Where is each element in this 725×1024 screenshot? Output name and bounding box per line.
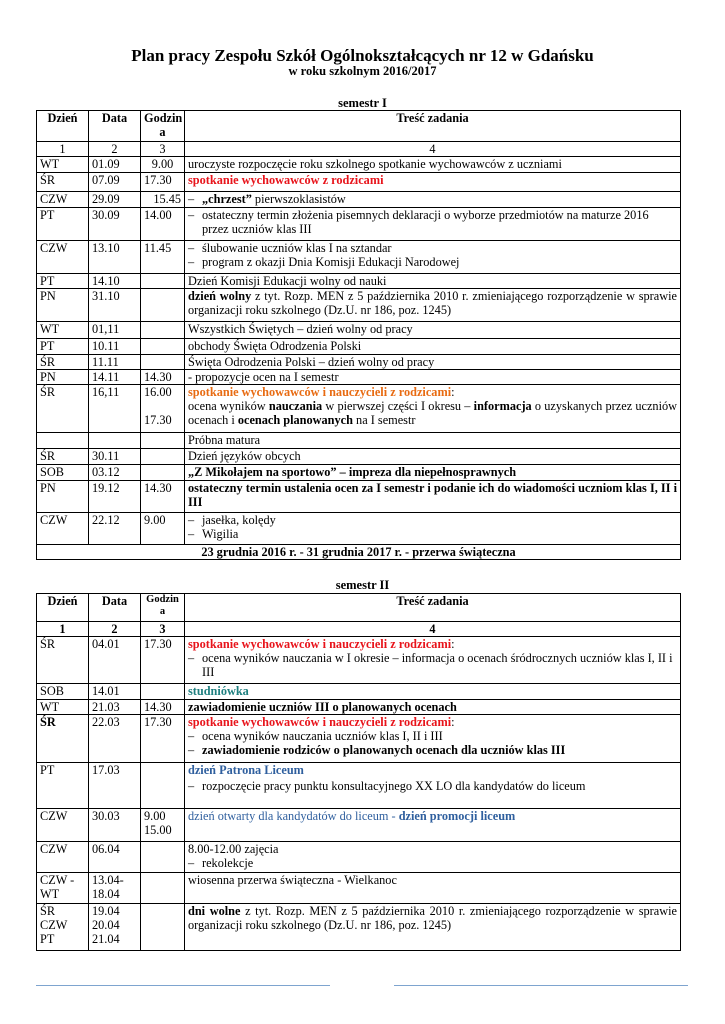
list-item: zawiadomienie rodziców o planowanych ocenach dla uczniów klas III: [202, 743, 566, 757]
row-date: 11.11: [89, 355, 141, 370]
row-text: zawiadomienie uczniów III o planowanych ocenach: [185, 700, 681, 715]
dash-marker: –: [188, 527, 195, 541]
header-date: Data: [89, 594, 141, 622]
row-day: ŚR: [37, 449, 89, 465]
row-date: 06.04: [89, 842, 141, 873]
row-day: CZW: [37, 241, 89, 274]
row-day: PN: [37, 289, 89, 322]
list-item: program z okazji Dnia Komisji Edukacji Narodowej: [202, 255, 460, 269]
row-hour: 14.30: [141, 700, 185, 715]
row-text: 8.00-12.00 zajęcia: [188, 842, 279, 856]
header-date: Data: [89, 111, 141, 142]
dash-marker: –: [188, 743, 195, 757]
row-date: 01,11: [89, 322, 141, 339]
row-content: [185, 763, 681, 809]
table-row: [37, 385, 681, 433]
row-hour: 9.00: [141, 513, 185, 545]
footer-divider-right: [394, 985, 688, 986]
page-subtitle: w roku szkolnym 2016/2017: [288, 64, 437, 78]
row-content: [185, 842, 681, 873]
row-text: dzień otwarty dla kandydatów do liceum -: [188, 809, 399, 823]
row-text: o uzyskanych przez uczniów ocenach i: [188, 399, 678, 427]
row-hour: [141, 904, 185, 951]
row-heading-colon: :: [451, 637, 455, 651]
row-content: [185, 192, 681, 208]
row-hour-2: 15.00: [144, 823, 172, 837]
footer-divider-left: [36, 985, 330, 986]
row-date: 30.11: [89, 449, 141, 465]
row-heading-colon: :: [451, 715, 455, 729]
row-day: ŚR: [37, 173, 89, 192]
dash-marker: –: [188, 208, 195, 222]
row-hours: [141, 385, 185, 433]
row-hour: 16.00: [144, 385, 172, 399]
row-hour: [141, 355, 185, 370]
col-number-4: 4: [185, 622, 681, 637]
row-date-2: 20.04: [92, 918, 120, 932]
row-day: WT: [37, 700, 89, 715]
row-date: 30.03: [89, 809, 141, 842]
row-content: [185, 715, 681, 763]
list-item: jasełka, kolędy: [202, 513, 276, 527]
col-number-1: 1: [37, 142, 89, 157]
dash-marker: –: [188, 779, 195, 793]
row-day: PN: [37, 370, 89, 385]
col-number-2: 2: [89, 142, 141, 157]
list-item: ślubowanie uczniów klas I na sztandar: [202, 241, 392, 255]
dash-marker: –: [188, 241, 195, 255]
row-heading: spotkanie wychowawców i nauczycieli z rodzicami: [188, 385, 452, 399]
table-row: [37, 173, 681, 192]
row-day: SOB: [37, 465, 89, 481]
list-item: Wigilia: [202, 527, 239, 541]
row-hour: 11.45: [141, 241, 185, 274]
table-row: [37, 481, 681, 513]
row-date: 29.09: [89, 192, 141, 208]
row-text-bold: dzień promocji liceum: [398, 809, 516, 823]
row-text: ocena wyników: [188, 399, 269, 413]
header-day: Dzień: [37, 111, 89, 142]
table-row: [37, 809, 681, 842]
row-hour: [141, 433, 185, 449]
row-hour: [141, 339, 185, 355]
row-date: 01.09: [89, 157, 141, 173]
row-date: 10.11: [89, 339, 141, 355]
row-date: 17.03: [89, 763, 141, 809]
row-text: pierwszoklasistów: [251, 192, 346, 206]
row-hour: 9.00: [144, 809, 166, 823]
table-row: [37, 637, 681, 684]
row-hour: [141, 842, 185, 873]
row-text: spotkanie wychowawców z rodzicami: [185, 173, 681, 192]
row-text: wiosenna przerwa świąteczna - Wielkanoc: [185, 873, 681, 904]
row-heading-colon: :: [451, 385, 455, 399]
row-hour: [141, 322, 185, 339]
table-row: [37, 684, 681, 700]
row-day: SOB: [37, 684, 89, 700]
row-dates: [89, 904, 141, 951]
row-content: [185, 809, 681, 842]
row-date: 21.03: [89, 700, 141, 715]
row-text-bold: dzień wolny: [188, 289, 252, 303]
row-date: 13.10: [89, 241, 141, 274]
row-hour: 17.30: [141, 173, 185, 192]
row-text: na I semestr: [352, 413, 416, 427]
row-hour: 17.30: [141, 637, 185, 684]
row-hour: 14.30: [141, 370, 185, 385]
row-day: ŚR: [37, 355, 89, 370]
row-day: ŚR: [40, 904, 56, 918]
row-day: CZW: [37, 192, 89, 208]
row-day-3: PT: [40, 932, 55, 946]
row-text-bold: informacja: [473, 399, 532, 413]
table-row: [37, 241, 681, 274]
row-date: 04.01: [89, 637, 141, 684]
row-content: [185, 385, 681, 433]
row-day: PT: [37, 208, 89, 241]
row-day: PT: [37, 339, 89, 355]
dash-marker: –: [188, 513, 195, 527]
column-number-row: [37, 622, 681, 637]
row-text: obchody Święta Odrodzenia Polski: [185, 339, 681, 355]
row-date: 14.10: [89, 274, 141, 289]
dash-marker: –: [188, 856, 195, 870]
row-date: 22.12: [89, 513, 141, 545]
row-text: Dzień języków obcych: [185, 449, 681, 465]
row-hour: [141, 289, 185, 322]
row-date: [89, 433, 141, 449]
row-day: WT: [37, 322, 89, 339]
row-date: 31.10: [89, 289, 141, 322]
row-hour: 14.30: [141, 481, 185, 513]
row-date: 14.01: [89, 684, 141, 700]
holiday-break-text: 23 grudnia 2016 r. - 31 grudnia 2017 r. - przerwa świąteczna: [37, 545, 681, 560]
col-number-4: 4: [185, 142, 681, 157]
row-text-bold: dni wolne: [188, 904, 241, 918]
row-heading: spotkanie wychowawców i nauczycieli z rodzicami: [188, 715, 452, 729]
page-title: Plan pracy Zespołu Szkół Ogólnokształcących nr 12 w Gdańsku: [131, 46, 594, 65]
row-date-3: 21.04: [92, 932, 120, 946]
row-date: 30.09: [89, 208, 141, 241]
table-row: [37, 370, 681, 385]
dash-marker: –: [188, 651, 195, 665]
row-text: w pierwszej części I okresu –: [322, 399, 474, 413]
row-hour: [141, 465, 185, 481]
row-text: Próbna matura: [185, 433, 681, 449]
row-text: Święta Odrodzenia Polski – dzień wolny od pracy: [185, 355, 681, 370]
table-row: [37, 322, 681, 339]
row-day: [37, 433, 89, 449]
row-content: [185, 904, 681, 951]
table-row: [37, 842, 681, 873]
table-row: [37, 157, 681, 173]
row-hour: [141, 274, 185, 289]
semester-1-label: semestr I: [338, 96, 387, 110]
row-hour: [141, 449, 185, 465]
row-text: Dzień Komisji Edukacji wolny od nauki: [185, 274, 681, 289]
row-days: [37, 904, 89, 951]
row-heading: spotkanie wychowawców i nauczycieli z rodzicami: [188, 637, 452, 651]
list-item: rozpoczęcie pracy punktu konsultacyjnego XX LO dla kandydatów do liceum: [202, 779, 586, 793]
header-content: Treść zadania: [185, 111, 681, 142]
table-row: [37, 904, 681, 951]
table-row: [37, 192, 681, 208]
row-date: 19.04: [92, 904, 120, 918]
row-day-2: CZW: [40, 918, 68, 932]
row-hour-2: 17.30: [144, 413, 172, 427]
row-hour: 15.45: [141, 192, 185, 208]
row-date: 16,11: [89, 385, 141, 433]
table-row: [37, 274, 681, 289]
row-day: CZW: [37, 842, 89, 873]
list-item: rekolekcje: [202, 856, 254, 870]
row-hour: 17.30: [141, 715, 185, 763]
table-row: [37, 465, 681, 481]
row-text: Wszystkich Świętych – dzień wolny od pracy: [185, 322, 681, 339]
col-number-3: 3: [141, 622, 185, 637]
table-row: [37, 289, 681, 322]
row-day: PT: [37, 763, 89, 809]
table-row: [37, 208, 681, 241]
row-hour: 9.00: [141, 157, 185, 173]
table-row: [37, 355, 681, 370]
semester-2-label: semestr II: [335, 578, 390, 592]
row-day: PN: [37, 481, 89, 513]
dash-marker: –: [188, 729, 195, 743]
list-item: ocena wyników nauczania uczniów klas I, II i III: [202, 729, 443, 743]
row-content: [185, 289, 681, 322]
header-hour: Godzin a: [141, 111, 185, 142]
row-hour: [141, 763, 185, 809]
row-date: 13.04- 18.04: [89, 873, 141, 904]
semester-1-table: [36, 110, 681, 560]
column-number-row: [37, 142, 681, 157]
row-content: [185, 513, 681, 545]
row-hour: [141, 684, 185, 700]
row-content: [185, 208, 681, 241]
row-day: PT: [37, 274, 89, 289]
row-text-bold: „chrzest”: [202, 192, 252, 206]
row-content: [185, 241, 681, 274]
row-date: 14.11: [89, 370, 141, 385]
table-row: [37, 449, 681, 465]
row-date: 07.09: [89, 173, 141, 192]
table-header-row: [37, 594, 681, 622]
dash-marker: –: [188, 255, 195, 269]
row-day: ŚR: [37, 715, 89, 763]
row-text: ostateczny termin ustalenia ocen za I semestr i podanie ich do wiadomości uczniom klas I, II i III: [185, 481, 681, 513]
row-text: studniówka: [185, 684, 681, 700]
col-number-2: 2: [89, 622, 141, 637]
table-row: [37, 700, 681, 715]
row-hour: [141, 873, 185, 904]
semester-2-table: [36, 593, 681, 951]
row-heading: dzień Patrona Liceum: [188, 763, 304, 777]
row-day: CZW: [37, 809, 89, 842]
row-date: 19.12: [89, 481, 141, 513]
row-text: - propozycje ocen na I semestr: [185, 370, 681, 385]
row-day: CZW: [37, 513, 89, 545]
row-day: ŚR: [37, 637, 89, 684]
table-row: [37, 873, 681, 904]
row-hour: 14.00: [141, 208, 185, 241]
row-text-bold: nauczania: [268, 399, 323, 413]
row-date: 22.03: [89, 715, 141, 763]
row-day: WT: [37, 157, 89, 173]
row-text: uroczyste rozpoczęcie roku szkolnego spotkanie wychowawców z uczniami: [185, 157, 681, 173]
row-hours: [141, 809, 185, 842]
table-row: [37, 513, 681, 545]
table-row: [37, 763, 681, 809]
row-date: 03.12: [89, 465, 141, 481]
list-item: ocena wyników nauczania w I okresie – informacja o ocenach śródrocznych uczniów klas I, II i III: [202, 651, 673, 679]
dash-marker: –: [188, 192, 195, 206]
table-header-row: [37, 111, 681, 142]
row-text: z tyt. Rozp. MEN z 5 października 2010 r. zmieniającego rozporządzenie w sprawie organizacji roku szkolnego (Dz.U. nr 186, poz. 1245): [188, 904, 677, 932]
row-day: CZW - WT: [37, 873, 89, 904]
row-text: ostateczny termin złożenia pisemnych deklaracji o wyborze przedmiotów na maturze 2016 przez uczniów klas III: [202, 208, 649, 236]
header-content: Treść zadania: [185, 594, 681, 622]
table-row: [37, 339, 681, 355]
table-row: [37, 715, 681, 763]
col-number-3: 3: [141, 142, 185, 157]
row-text-bold: ocenach planowanych: [237, 413, 353, 427]
row-day: ŚR: [37, 385, 89, 433]
col-number-1: 1: [37, 622, 89, 637]
row-content: [185, 637, 681, 684]
row-text: „Z Mikołajem na sportowo” – impreza dla niepełnosprawnych: [185, 465, 681, 481]
header-hour: Godzin a: [141, 594, 185, 622]
row-text: z tyt. Rozp. MEN z 5 października 2010 r. zmieniającego rozporządzenie w sprawie organizacji roku szkolnego (Dz.U. nr 186, poz. 1245): [188, 289, 677, 317]
header-day: Dzień: [37, 594, 89, 622]
table-row: [37, 433, 681, 449]
holiday-break-row: [37, 545, 681, 560]
